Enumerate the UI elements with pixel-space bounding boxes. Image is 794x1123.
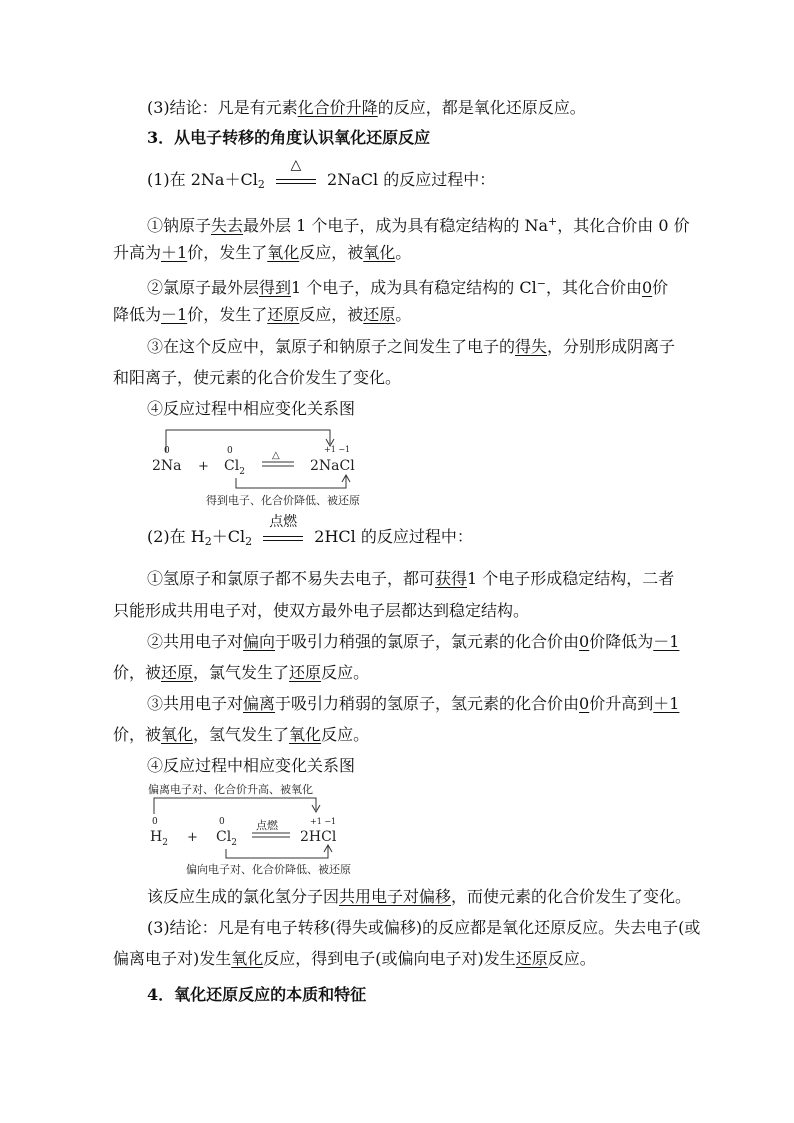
text: (1)在 2Na＋Cl — [147, 170, 258, 189]
p3-line1: ③在这个反应中，氯原子和钠原子之间发生了电子的得失，分别形成阴离子 — [147, 337, 676, 356]
h2c-line1: ③共用电子对偏离于吸引力稍弱的氢原子，氢元素的化合价由0价升高到＋1 — [147, 694, 680, 713]
section-heading-3: 3．从电子转移的角度认识氧化还原反应 — [147, 128, 431, 147]
diagram2-caption: ④反应过程中相应变化关系图 — [147, 756, 356, 775]
top-bracket — [154, 798, 316, 814]
top-bracket — [166, 430, 330, 452]
h2a-line2: 只能形成共用电子对，使双方最外电子层都达到稳定结构。 — [113, 601, 530, 620]
heat-condition: △ — [272, 450, 280, 461]
diagram1-caption: ④反应过程中相应变化关系图 — [147, 399, 356, 418]
h2b-line1: ②共用电子对偏向于吸引力稍强的氯原子，氯元素的化合价由0价降低为－1 — [147, 632, 680, 651]
oxidation-state-h: 0 — [152, 817, 158, 827]
subscript: 2 — [257, 178, 265, 191]
reactant-na: 2Na — [152, 458, 182, 474]
section-heading-4: 4．氧化还原反应的本质和特征 — [147, 985, 367, 1004]
cl-para-line2: 降低为－1价，发生了还原反应，被还原。 — [113, 305, 412, 324]
oxidation-state-cl: 0 — [227, 446, 233, 456]
reaction-condition-sign: 点燃 — [261, 528, 305, 548]
hcl-paragraph: 该反应生成的氯化氢分子因共用电子对偏移，而使元素的化合价发生了变化。 — [147, 887, 692, 906]
reactant-cl: $Cl_2$ — [224, 458, 245, 477]
final-conclusion-line1: (3)结论：凡是有电子转移(得失或偏移)的反应都是氧化还原反应。失去电子(或 — [147, 918, 701, 937]
text: 2NaCl 的反应过程中： — [327, 170, 496, 189]
reactant-h2: $H_2$ — [150, 829, 168, 848]
bottom-bracket — [226, 846, 328, 858]
top-label: 偏离电子对、化合价升高、被氧化 — [148, 783, 313, 796]
oxidation-state-cl: 0 — [219, 817, 225, 827]
p3-line2: 和阳离子，使元素的化合价发生了变化。 — [113, 368, 402, 387]
plus-sign: + — [198, 459, 209, 474]
electron-transfer-diagram-na-cl — [140, 422, 380, 512]
h2c-line2: 价，被氧化，氢气发生了氧化反应。 — [113, 725, 370, 744]
ignition-condition: 点燃 — [256, 819, 278, 832]
na-para-line2: 升高为＋1价，发生了氧化反应，被氧化。 — [113, 243, 412, 262]
bottom-bracket — [236, 476, 346, 488]
na-para-line1: ①钠原子失去最外层 1 个电子，成为具有稳定结构的 Na+，其化合价由 0 价 — [147, 215, 690, 235]
plus-sign: + — [187, 830, 198, 845]
equation-na-cl — [147, 156, 496, 195]
h2a-line1: ①氢原子和氯原子都不易失去电子，都可获得1 个电子形成稳定结构，二者 — [147, 569, 675, 588]
product-nacl: 2NaCl — [310, 458, 355, 474]
reactant-cl2: $Cl_2$ — [216, 829, 237, 848]
text: (3)结论：凡是有元素 — [147, 98, 298, 117]
h2b-line2: 价，被还原，氯气发生了还原反应。 — [113, 663, 370, 682]
equation-h2-cl2: (2)在 $H_2+Cl_2$ 点燃 2HCl 的反应过程中： — [147, 513, 473, 548]
heat-symbol: △ — [290, 156, 302, 173]
electron-shift-diagram-h2-cl2 — [140, 778, 380, 876]
product-hcl: 2HCl — [300, 829, 337, 845]
oxidation-state-hcl: +1 −1 — [310, 817, 337, 826]
cl-para-line1: ②氯原子最外层得到1 个电子，成为具有稳定结构的 Cl−，其化合价由0价 — [147, 277, 669, 297]
bottom-label: 得到电子、化合价降低、被还原 — [206, 494, 360, 507]
text: 的反应，都是氧化还原反应。 — [377, 98, 586, 117]
reaction-condition-sign — [274, 156, 318, 191]
oxidation-state-na: 0 — [164, 446, 170, 456]
final-conclusion-line2: 偏离电子对)发生氧化反应，得到电子(或偏向电子对)发生还原反应。 — [113, 949, 596, 968]
answer-blank: 化合价升降 — [297, 98, 378, 117]
oxidation-state-nacl: +1 −1 — [324, 445, 351, 454]
conclusion-valence — [147, 98, 586, 118]
bottom-label: 偏向电子对、化合价降低、被还原 — [186, 863, 351, 876]
